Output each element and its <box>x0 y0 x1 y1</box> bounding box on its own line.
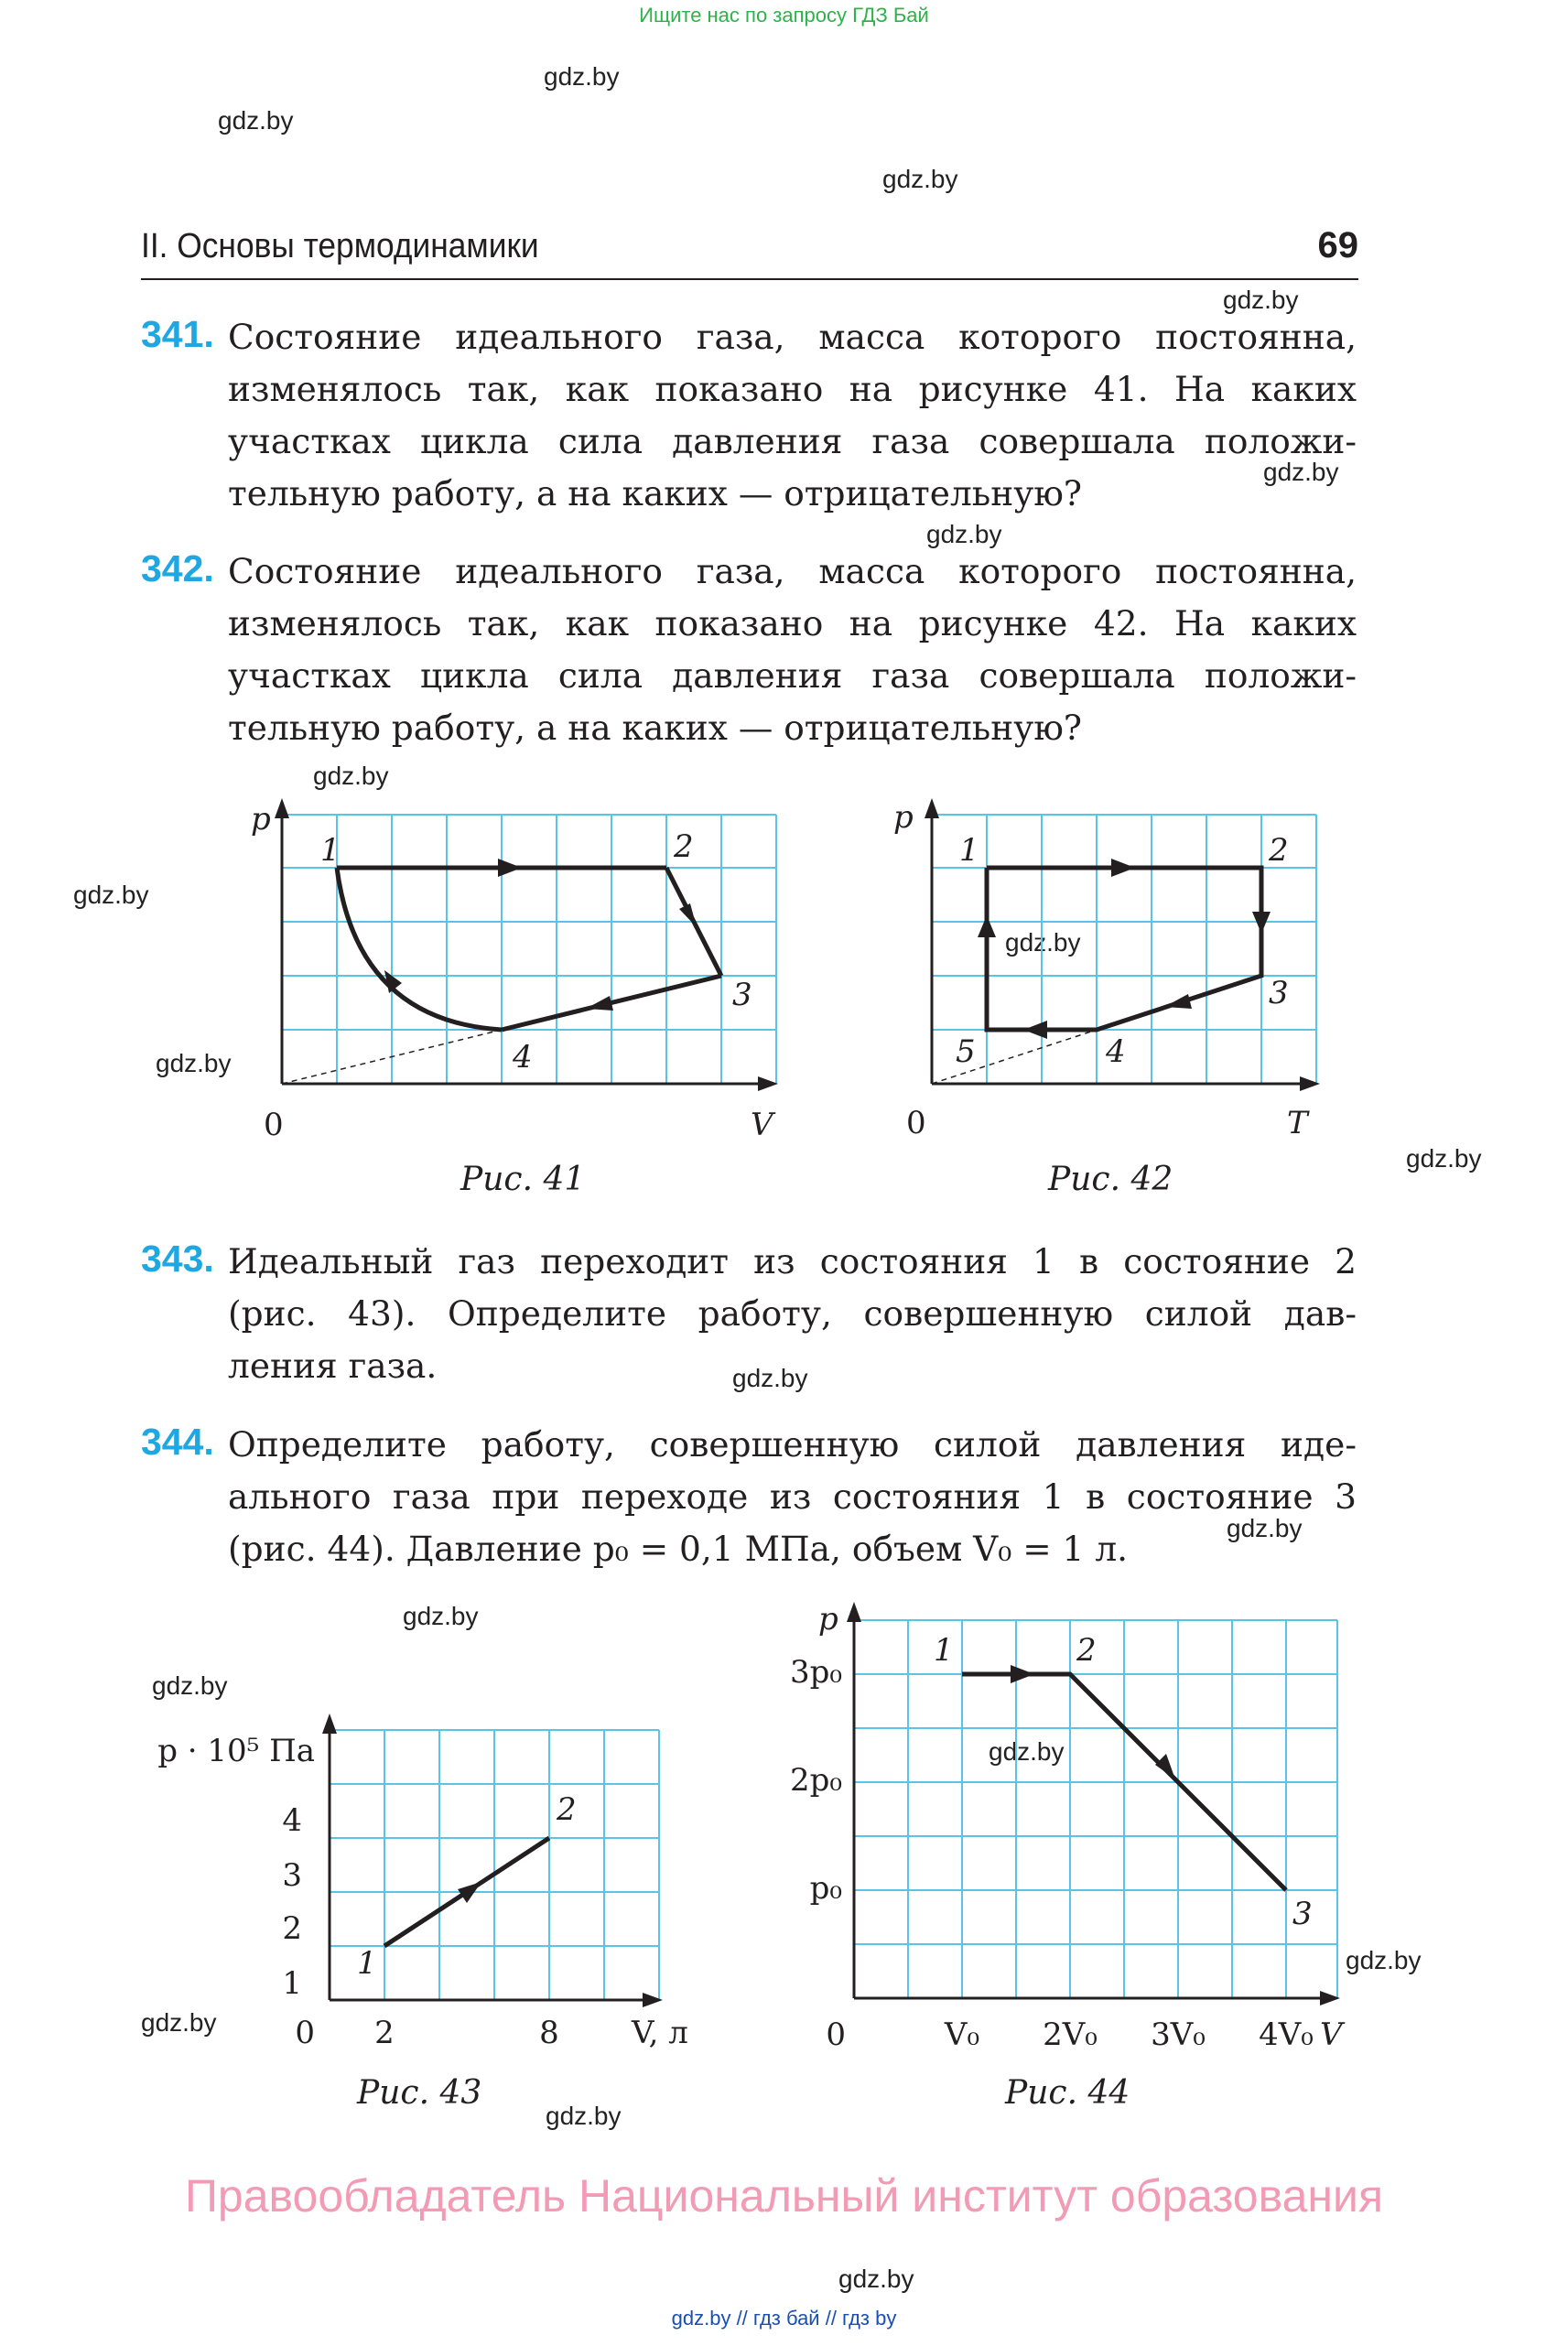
direction-arrows <box>978 859 1271 1039</box>
page-number: 69 <box>1317 225 1358 265</box>
point-label: 3 <box>1269 975 1289 1011</box>
y-tick-label: 3p₀ <box>789 1654 842 1691</box>
y-axis-label: p <box>818 1601 838 1638</box>
y-tick-label: p₀ <box>809 1870 842 1907</box>
figure-caption: Рис. 42 <box>1048 1161 1173 1198</box>
watermark: gdz.by <box>838 2265 914 2293</box>
figure-44 <box>769 1593 1364 2069</box>
x-tick-label: 3V₀ <box>1151 2016 1206 2053</box>
y-axis-arrow <box>322 1714 337 1734</box>
y-tick-label: 3 <box>282 1857 302 1894</box>
figure-caption: Рис. 44 <box>1005 2074 1130 2112</box>
direction-arrows <box>1011 1665 1175 1779</box>
watermark: gdz.by <box>544 62 620 91</box>
watermark: gdz.by <box>882 165 958 193</box>
problem-text-line: тельную работу, а на каких — отрицательную? <box>228 708 1083 748</box>
point-label: 2 <box>557 1791 577 1828</box>
problem-text-line: тельную работу, а на каких — отрицательную? <box>228 473 1083 514</box>
grid <box>330 1730 659 2000</box>
figure-42 <box>879 787 1355 1153</box>
y-axis-label: p · 10⁵ Па <box>157 1733 315 1769</box>
watermark: gdz.by <box>1005 928 1081 957</box>
watermark: gdz.by <box>73 881 149 909</box>
problem-text-line: участках цикла сила давления газа совершала положи- <box>228 655 1357 696</box>
figure-caption: Рис. 43 <box>357 2074 482 2112</box>
watermark: gdz.by <box>218 106 294 135</box>
x-axis-label: T <box>1287 1105 1308 1141</box>
figure-43 <box>137 1703 723 2069</box>
point-label: 2 <box>1269 832 1289 869</box>
x-axis-label: V <box>1320 2016 1343 2053</box>
page-header-title: II. Основы термодинамики <box>141 227 539 265</box>
problem-text-line: ального газа при переходе из состояния 1 в состояние 3 <box>228 1476 1357 1517</box>
point-label: 4 <box>1106 1033 1126 1070</box>
point-label: 1 <box>934 1632 954 1669</box>
figure-caption: Рис. 41 <box>460 1161 586 1198</box>
point-label: 3 <box>732 977 752 1013</box>
problem-text-line: участках цикла сила давления газа совершала положи- <box>228 421 1357 461</box>
y-tick-label: 2p₀ <box>789 1762 842 1799</box>
watermark: gdz.by <box>403 1602 479 1630</box>
watermark: gdz.by <box>152 1671 228 1700</box>
watermark: gdz.by <box>546 2102 622 2130</box>
problem-number: 342. <box>141 547 214 589</box>
watermark: gdz.by <box>1227 1514 1303 1542</box>
watermark: gdz.by <box>1406 1144 1482 1173</box>
cycle-path <box>337 868 721 1030</box>
origin-label: 0 <box>295 2015 315 2051</box>
y-tick-label: 1 <box>282 1965 302 2002</box>
point-label: 2 <box>1076 1632 1097 1669</box>
problem-text-line: изменялось так, как показано на рисунке 42. На каких <box>228 603 1357 643</box>
problem-text-line: (рис. 44). Давление p₀ = 0,1 МПа, объем V₀ = 1 л. <box>228 1529 1129 1569</box>
point-label: 5 <box>956 1033 976 1070</box>
y-axis-arrow <box>275 798 289 818</box>
x-tick-label: 2 <box>374 2015 395 2051</box>
problem-text-line: Состояние идеального газа, масса которого постоянна, <box>228 551 1357 591</box>
watermark: gdz.by <box>1263 458 1339 486</box>
point-label: 3 <box>1292 1896 1313 1932</box>
figure-41 <box>238 787 824 1153</box>
header-divider <box>141 278 1358 280</box>
watermark: gdz.by <box>156 1049 232 1077</box>
origin-label: 0 <box>906 1105 926 1141</box>
watermark: gdz.by <box>313 762 389 790</box>
y-tick-label: 2 <box>282 1910 302 1947</box>
x-tick-label: 4V₀ <box>1259 2016 1314 2053</box>
copyright-notice: Правообладатель Национальный институт образования <box>184 2170 1384 2222</box>
problem-number: 343. <box>141 1238 214 1280</box>
point-label: 1 <box>959 832 979 869</box>
y-tick-label: 4 <box>282 1802 302 1839</box>
problem-text-line: Идеальный газ переходит из состояния 1 в состояние 2 <box>228 1241 1357 1281</box>
problem-text-line: изменялось так, как показано на рисунке 41. На каких <box>228 369 1357 409</box>
watermark: gdz.by <box>141 2008 217 2037</box>
origin-label: 0 <box>264 1107 284 1143</box>
x-axis-label: V <box>751 1107 773 1143</box>
point-label: 1 <box>357 1945 377 1982</box>
cycle-path <box>987 868 1261 1030</box>
problem-text-line: Состояние идеального газа, масса которого постоянна, <box>228 317 1357 357</box>
problem-text-line: ления газа. <box>228 1346 438 1386</box>
x-axis-label: V, л <box>632 2015 688 2051</box>
y-axis-label: p <box>893 799 914 836</box>
top-banner[interactable]: Ищите нас по запросу ГДЗ Бай <box>639 4 929 27</box>
watermark: gdz.by <box>1223 286 1299 314</box>
direction-arrows <box>384 859 697 1011</box>
x-tick-label: 2V₀ <box>1043 2016 1098 2053</box>
y-axis-arrow <box>925 798 939 818</box>
point-label: 1 <box>320 832 341 869</box>
footer-links[interactable]: gdz.by // гдз бай // гдз by <box>671 2307 897 2330</box>
watermark: gdz.by <box>1346 1946 1422 1974</box>
watermark: gdz.by <box>989 1737 1065 1766</box>
axes <box>854 1613 1329 1998</box>
point-label: 2 <box>674 828 694 865</box>
x-axis-arrow <box>758 1076 778 1091</box>
y-axis-label: p <box>251 801 271 838</box>
problem-text-line: Определите работу, совершенную силой давления иде- <box>228 1424 1357 1465</box>
watermark: gdz.by <box>926 520 1002 548</box>
problem-number: 344. <box>141 1421 214 1463</box>
point-label: 4 <box>513 1039 533 1076</box>
x-tick-label: V₀ <box>944 2016 980 2053</box>
origin-label: 0 <box>826 2016 846 2053</box>
watermark: gdz.by <box>732 1364 808 1392</box>
y-axis-arrow <box>847 1602 861 1622</box>
x-tick-label: 8 <box>539 2015 559 2051</box>
grid <box>854 1620 1337 1998</box>
problem-text-line: (рис. 43). Определите работу, совершенную силой дав- <box>228 1293 1357 1334</box>
problem-number: 341. <box>141 313 214 355</box>
